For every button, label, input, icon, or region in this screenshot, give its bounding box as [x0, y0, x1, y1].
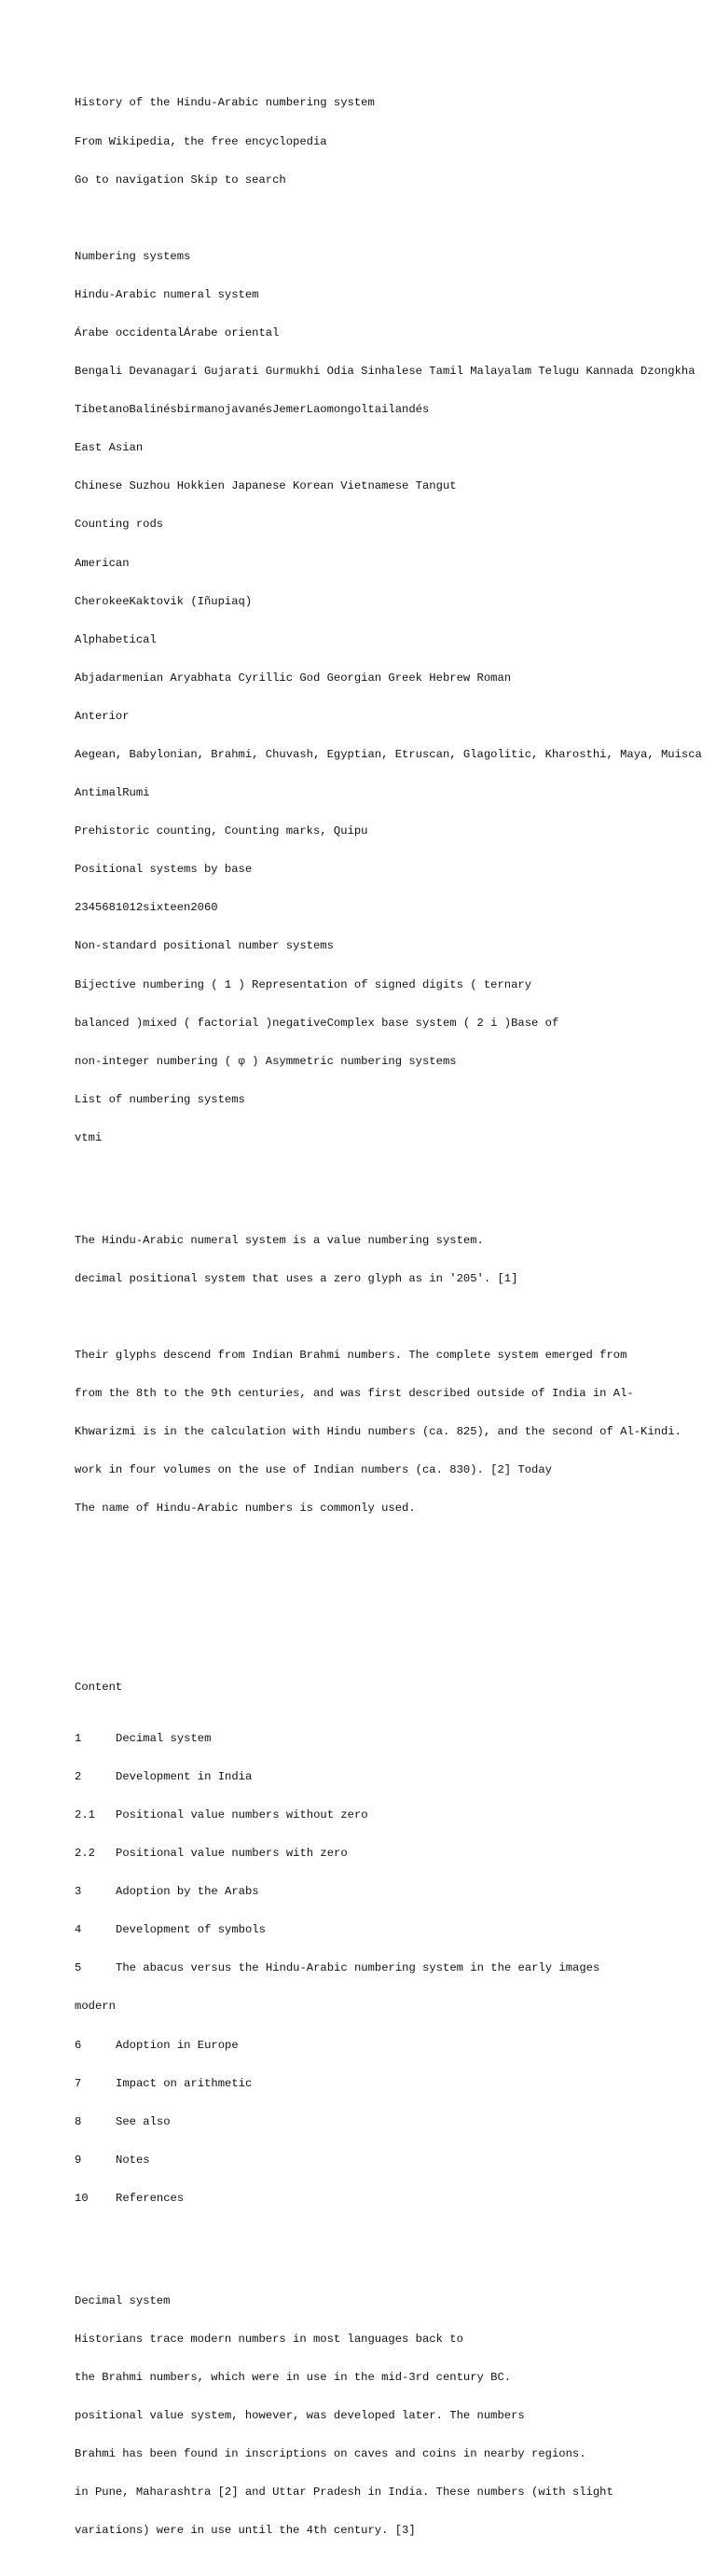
blank-line: [75, 1311, 716, 1324]
infobox-line[interactable]: List of numbering systems: [75, 1092, 245, 1106]
toc-number: 5: [75, 1961, 82, 1975]
toc-number: 2.1: [75, 1808, 95, 1821]
toc-number: 7: [75, 2076, 82, 2090]
infobox-line[interactable]: TibetanoBalinésbirmanojavanésJemerLaomongoltailandés: [75, 403, 430, 417]
intro-line: The name of Hindu-Arabic numbers is commonly used.: [75, 1502, 416, 1516]
infobox-line[interactable]: Prehistoric counting, Counting marks, Quipu: [75, 824, 368, 838]
infobox-line[interactable]: balanced )mixed ( factorial )negativeComplex base system ( 2 i )Base of: [75, 1016, 559, 1030]
toc-label[interactable]: Impact on arithmetic: [116, 2076, 253, 2090]
toc-item[interactable]: [75, 1924, 716, 1937]
intro-line: The Hindu-Arabic numeral system is a value numbering system.: [75, 1233, 484, 1247]
toc-number: 4: [75, 1923, 82, 1937]
infobox-line: Anterior: [75, 709, 130, 723]
section-decimal-system: [75, 2269, 716, 2563]
toc-item[interactable]: [75, 2154, 716, 2167]
toc-label[interactable]: See also: [116, 2114, 171, 2128]
infobox-line: American: [75, 556, 130, 570]
infobox: [75, 225, 716, 1170]
infobox-line[interactable]: Counting rods: [75, 518, 164, 532]
toc-number: 1: [75, 1731, 82, 1745]
infobox-line[interactable]: Aegean, Babylonian, Brahmi, Chuvash, Egyptian, Etruscan, Glagolitic, Kharosthi, Maya, Muisca: [75, 748, 702, 762]
table-of-contents: [75, 1656, 716, 2231]
infobox-line: Positional systems by base: [75, 863, 253, 877]
infobox-line: Alphabetical: [75, 632, 157, 646]
toc-item[interactable]: [75, 2078, 716, 2091]
infobox-line[interactable]: non-integer numbering ( φ ) Asymmetric numbering systems: [75, 1054, 457, 1068]
toc-number: 8: [75, 2114, 82, 2128]
toc-number: 10: [75, 2191, 89, 2205]
infobox-line[interactable]: vtmi: [75, 1130, 103, 1144]
intro-line: decimal positional system that uses a zero glyph as in '205'. [1]: [75, 1271, 518, 1285]
intro-line: Khwarizmi is in the calculation with Hindu numbers (ca. 825), and the second of Al-Kindi.: [75, 1425, 682, 1439]
toc-label[interactable]: Positional value numbers without zero: [116, 1808, 368, 1821]
toc-item[interactable]: [75, 1771, 716, 1784]
intro-line: from the 8th to the 9th centuries, and was first described outside of India in Al-: [75, 1386, 634, 1400]
toc-item[interactable]: [75, 1809, 716, 1822]
toc-label[interactable]: Development in India: [116, 1769, 253, 1783]
infobox-line[interactable]: AntimalRumi: [75, 786, 150, 800]
infobox-line[interactable]: 2345681012sixteen2060: [75, 901, 218, 915]
infobox-line: Numbering systems: [75, 249, 191, 263]
toc-label[interactable]: References: [116, 2191, 185, 2205]
toc-item[interactable]: [75, 1962, 716, 1975]
toc-number: 3: [75, 1885, 82, 1899]
toc-item[interactable]: [75, 1848, 716, 1861]
section-line: the Brahmi numbers, which were in use in the mid-3rd century BC.: [75, 2370, 512, 2384]
blank-line: [75, 1541, 716, 1554]
infobox-line[interactable]: Chinese Suzhou Hokkien Japanese Korean Vietnamese Tangut: [75, 479, 457, 493]
intro-line: work in four volumes on the use of Indian numbers (ca. 830). [2] Today: [75, 1463, 552, 1477]
toc-label[interactable]: Decimal system: [116, 1731, 212, 1745]
infobox-line[interactable]: Bengali Devanagari Gujarati Gurmukhi Odia Sinhalese Tamil Malayalam Telugu Kannada Dzongkha: [75, 365, 695, 379]
toc-item[interactable]: [75, 2116, 716, 2129]
source-line: From Wikipedia, the free encyclopedia: [75, 134, 327, 148]
toc-item[interactable]: [75, 2040, 716, 2053]
toc-item[interactable]: [75, 1733, 716, 1746]
section-line: Brahmi has been found in inscriptions on caves and coins in nearby regions.: [75, 2446, 586, 2460]
intro-line: Their glyphs descend from Indian Brahmi numbers. The complete system emerged from: [75, 1348, 627, 1362]
infobox-line[interactable]: Bijective numbering ( 1 ) Representation of signed digits ( ternary: [75, 977, 532, 991]
toc-label[interactable]: Positional value numbers with zero: [116, 1847, 348, 1861]
toc-item[interactable]: [75, 1886, 716, 1899]
nav-links[interactable]: Go to navigation Skip to search: [75, 173, 286, 187]
infobox-line[interactable]: Abjadarmenian Aryabhata Cyrillic God Georgian Greek Hebrew Roman: [75, 671, 512, 685]
infobox-line[interactable]: CherokeeKaktovik (Iñupiaq): [75, 594, 253, 608]
toc-number: 2: [75, 1769, 82, 1783]
toc-label[interactable]: The abacus versus the Hindu-Arabic numbering system in the early images: [116, 1961, 600, 1975]
toc-label[interactable]: Notes: [116, 2153, 150, 2167]
blank-line: [75, 1579, 716, 1592]
section-line: in Pune, Maharashtra [2] and Uttar Pradesh in India. These numbers (with slight: [75, 2486, 613, 2500]
section-line: variations) were in use until the 4th century. [3]: [75, 2524, 416, 2538]
toc-label[interactable]: Adoption in Europe: [116, 2038, 239, 2052]
section-line: positional value system, however, was developed later. The numbers: [75, 2408, 525, 2422]
infobox-line: East Asian: [75, 441, 144, 455]
toc-item[interactable]: [75, 2193, 716, 2206]
toc-number: 6: [75, 2038, 82, 2052]
toc-number: 2.2: [75, 1847, 95, 1861]
toc-label[interactable]: Development of symbols: [116, 1923, 266, 1937]
intro: [75, 1209, 716, 1617]
toc-label-continuation[interactable]: modern: [75, 2000, 116, 2014]
infobox-line[interactable]: Árabe occidentalÁrabe oriental: [75, 325, 280, 339]
toc-number: 9: [75, 2153, 82, 2167]
page-title: History of the Hindu-Arabic numbering system: [75, 96, 375, 110]
section-line: Historians trace modern numbers in most languages back to: [75, 2332, 463, 2346]
toc-label[interactable]: Adoption by the Arabs: [116, 1885, 259, 1899]
document-body: [75, 72, 716, 2576]
toc-heading: Content: [75, 1681, 123, 1695]
section-heading: Decimal system: [75, 2293, 171, 2307]
infobox-line: Non-standard positional number systems: [75, 939, 334, 953]
infobox-line[interactable]: Hindu-Arabic numeral system: [75, 287, 259, 301]
